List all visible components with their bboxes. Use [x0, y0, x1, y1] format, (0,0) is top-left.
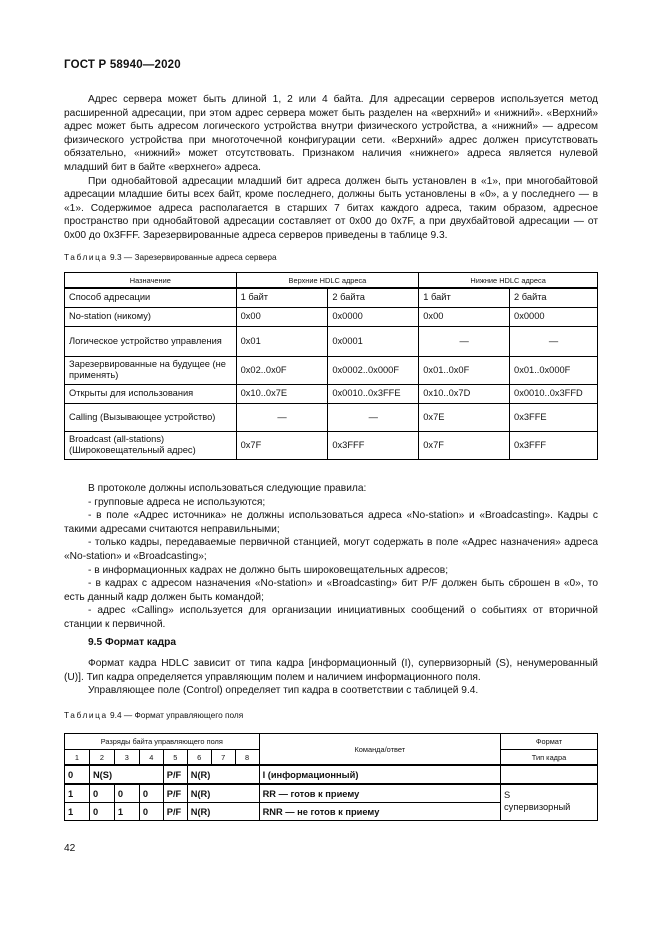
- section-paragraph-1: Формат кадра HDLC зависит от типа кадра [информационный (I), супервизорный (S), ненумерованный (U)]. Тип кадра определяется управляющим полем и наличием информационного поля.: [64, 658, 598, 683]
- table-cell: RR — готов к приему: [259, 784, 500, 803]
- table-cell: 1 байт: [236, 288, 328, 307]
- table-cell: 0: [114, 784, 139, 803]
- intro-paragraph-2: При однобайтовой адресации младший бит адреса должен быть установлен в «1», при многобайтовой адресации младшие биты всех байт, кроме последнего, должны быть установлены в «0», а у последнего — в «1». Содержимое адреса располагается в старших 7 битах каждого адреса, таким образом, адресное пространство при однобайтовой адресации составляет от 0x00 до 0x7F, а при двухбайтовой адресации — от 0x00 до 0x3FFF. Зарезервированные адреса серверов приведены в таблице 9.3.: [64, 175, 598, 241]
- table-row: [65, 356, 598, 384]
- table-cell: 0x7F: [419, 431, 510, 459]
- table-cell: Calling (Вызывающее устройство): [65, 403, 237, 431]
- table-cell: Логическое устройство управления: [65, 326, 237, 356]
- table-cell: N(R): [187, 765, 259, 784]
- table-cell: 0x0010..0x3FFD: [510, 384, 598, 403]
- rule-item: - в поле «Адрес источника» не должны использоваться адреса «No-station» и «Broadcasting». Кадры с такими адресами считаются неправильными;: [64, 510, 598, 535]
- page-number: 42: [64, 843, 76, 854]
- bit-number: 5: [163, 750, 187, 766]
- caption-text: 9.4 — Формат управляющего поля: [107, 710, 244, 720]
- intro-text: [64, 93, 598, 243]
- column-header-command: Команда/ответ: [259, 734, 500, 766]
- table-cell: Зарезервированные на будущее (не применять): [65, 356, 237, 384]
- table-cell: N(R): [187, 803, 259, 821]
- table-cell: 0: [89, 803, 114, 821]
- bit-number: 3: [114, 750, 139, 766]
- table-cell: —: [236, 403, 328, 431]
- table-cell: 0x02..0x0F: [236, 356, 328, 384]
- table-cell: 2 байта: [328, 288, 419, 307]
- table-cell: 0x01..0x0F: [419, 356, 510, 384]
- table-cell: I (информационный): [259, 765, 500, 784]
- table-cell: 0x3FFF: [328, 431, 419, 459]
- rule-item: - в кадрах с адресом назначения «No-station» и «Broadcasting» бит P/F должен быть сброшен в «0», то есть данный кадр должен быть командой;: [64, 578, 598, 603]
- column-header-upper: Верхние HDLC адреса: [236, 273, 419, 289]
- table-cell: 2 байта: [510, 288, 598, 307]
- table-cell: 1: [65, 803, 90, 821]
- table-cell: 0x10..0x7D: [419, 384, 510, 403]
- table-cell: —: [419, 326, 510, 356]
- table-9-4-caption: [64, 710, 243, 720]
- table-cell: 1 байт: [419, 288, 510, 307]
- table-cell: 0x3FFF: [510, 431, 598, 459]
- bit-number: 1: [65, 750, 90, 766]
- table-cell: P/F: [163, 784, 187, 803]
- frame-type-name: супервизорный: [504, 802, 571, 812]
- table-row: [65, 784, 598, 803]
- caption-label: Таблица: [64, 710, 108, 720]
- table-cell: N(S): [89, 765, 163, 784]
- table-cell: 1: [65, 784, 90, 803]
- table-cell: 0: [139, 803, 163, 821]
- bit-number: 2: [89, 750, 114, 766]
- table-cell: 0x01: [236, 326, 328, 356]
- table-cell: 0x0000: [328, 307, 419, 326]
- table-cell: 0: [65, 765, 90, 784]
- table-cell: 0x00: [236, 307, 328, 326]
- rule-item: - в информационных кадрах не должно быть широковещательных адресов;: [88, 564, 449, 576]
- bit-number: 6: [187, 750, 211, 766]
- column-header-format: Формат: [501, 734, 598, 750]
- table-cell: P/F: [163, 765, 187, 784]
- table-cell: 0x7E: [419, 403, 510, 431]
- frame-type-cell: [501, 784, 598, 821]
- table-cell: 0x0000: [510, 307, 598, 326]
- table-cell: 0: [139, 784, 163, 803]
- section-text: [64, 657, 598, 698]
- bit-number: 7: [211, 750, 235, 766]
- rule-item: - адрес «Calling» используется для организации инициативных сообщений о событиях от вторичной станции к первичной.: [64, 605, 598, 630]
- table-cell: Способ адресации: [65, 288, 237, 307]
- table-cell: P/F: [163, 803, 187, 821]
- table-cell: 0x0001: [328, 326, 419, 356]
- table-cell: 0x00: [419, 307, 510, 326]
- table-cell: 0x0002..0x000F: [328, 356, 419, 384]
- bit-number: 8: [235, 750, 259, 766]
- document-header: ГОСТ Р 58940—2020: [64, 59, 181, 71]
- table-header-row: [65, 273, 598, 289]
- rules-intro: В протоколе должны использоваться следующие правила:: [88, 483, 367, 494]
- table-cell: 0x10..0x7E: [236, 384, 328, 403]
- reserved-addresses-table: [64, 272, 598, 460]
- column-header-bits: Разряды байта управляющего поля: [65, 734, 260, 750]
- rule-item: - групповые адреса не используются;: [88, 496, 266, 508]
- column-header-purpose: Назначение: [65, 273, 237, 289]
- table-cell: 0: [89, 784, 114, 803]
- intro-paragraph-1: Адрес сервера может быть длиной 1, 2 или 4 байта. Для адресации серверов используется метод расширенной адресации, при этом адрес сервера может быть разделен на «верхний» и «нижний». «Верхний» адрес может быть адресом логического устройства внутри физического устройства, а «нижний» — адресом физического устройства при многоточечной конфигурации сети. «Верхний» адрес должен присутствовать обязательно, «нижний» может отсутствовать. Признаком наличия «нижнего» адреса является нулевой младший бит в байте «верхнего» адреса.: [64, 94, 598, 173]
- table-row: [65, 307, 598, 326]
- table-cell: 0x3FFE: [510, 403, 598, 431]
- section-title: 9.5 Формат кадра: [88, 637, 177, 648]
- table-cell: 0x01..0x000F: [510, 356, 598, 384]
- table-row: [65, 403, 598, 431]
- table-row: [65, 765, 598, 784]
- table-cell: Broadcast (all-stations) (Широковещательный адрес): [65, 431, 237, 459]
- caption-label: Таблица: [64, 252, 108, 262]
- table-9-3-caption: [64, 252, 277, 262]
- table-row: [65, 326, 598, 356]
- rule-item: - только кадры, передаваемые первичной станцией, могут содержать в поле «Адрес назначения» адреса «No-station» и «Broadcasting»;: [64, 537, 598, 562]
- frame-type-letter: S: [504, 790, 511, 800]
- column-header-lower: Нижние HDLC адреса: [419, 273, 598, 289]
- bit-number: 4: [139, 750, 163, 766]
- column-header-frame-type: Тип кадра: [501, 750, 598, 766]
- table-cell: 0x7F: [236, 431, 328, 459]
- table-cell: Открыты для использования: [65, 384, 237, 403]
- table-cell: —: [510, 326, 598, 356]
- table-cell: 1: [114, 803, 139, 821]
- table-cell: 0x0010..0x3FFE: [328, 384, 419, 403]
- table-cell: —: [328, 403, 419, 431]
- table-row: [65, 431, 598, 459]
- table-cell: N(R): [187, 784, 259, 803]
- table-cell: [501, 765, 598, 784]
- table-cell: No-station (никому): [65, 307, 237, 326]
- control-field-format-table: [64, 733, 598, 821]
- table-row: [65, 288, 598, 307]
- table-row: [65, 384, 598, 403]
- table-cell: RNR — не готов к приему: [259, 803, 500, 821]
- table-header-row: [65, 734, 598, 750]
- caption-text: 9.3 — Зарезервированные адреса сервера: [107, 252, 277, 262]
- section-paragraph-2: Управляющее поле (Control) определяет тип кадра в соответствии с таблицей 9.4.: [88, 685, 479, 697]
- rules-list: [64, 482, 598, 632]
